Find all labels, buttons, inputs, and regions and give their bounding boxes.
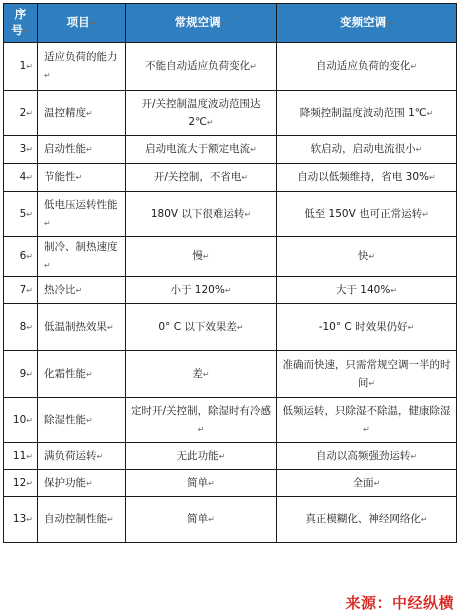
table-row (4, 497, 457, 543)
row-item: 保护功能↵ (38, 470, 126, 497)
row-conventional-value: 180V 以下很难运转↵ (126, 192, 277, 237)
row-conventional-value: 0° C 以下效果差↵ (126, 304, 277, 351)
row-item: 热冷比↵ (38, 277, 126, 304)
table-row (4, 443, 457, 470)
row-item: 温控精度↵ (38, 91, 126, 136)
row-inverter-value: 真正模糊化、神经网络化↵ (277, 497, 457, 543)
row-inverter-value: 准确而快速，只需常规空调一半的时间↵ (277, 351, 457, 398)
row-number: 2↵ (4, 91, 38, 136)
header-number: 序 号↵ (4, 4, 38, 43)
table-row (4, 91, 457, 136)
row-item: 除湿性能↵ (38, 398, 126, 443)
row-inverter-value: 低至 150V 也可正常运转↵ (277, 192, 457, 237)
row-number: 5↵ (4, 192, 38, 237)
row-item: 节能性↵ (38, 164, 126, 192)
row-item: 满负荷运转↵ (38, 443, 126, 470)
table-row (4, 192, 457, 237)
row-conventional-value: 定时开/关控制，除湿时有冷感↵ (126, 398, 277, 443)
row-number: 7↵ (4, 277, 38, 304)
row-inverter-value: 全面↵ (277, 470, 457, 497)
row-conventional-value: 无此功能↵ (126, 443, 277, 470)
row-number: 1↵ (4, 43, 38, 91)
row-number: 3↵ (4, 136, 38, 164)
row-inverter-value: 快↵ (277, 237, 457, 277)
row-inverter-value: 自动以高频强劲运转↵ (277, 443, 457, 470)
row-number: 4↵ (4, 164, 38, 192)
row-conventional-value: 差↵ (126, 351, 277, 398)
row-number: 13↵ (4, 497, 38, 543)
row-conventional-value: 开/关控制温度波动范围达 2℃↵ (126, 91, 277, 136)
row-conventional-value: 不能自动适应负荷变化↵ (126, 43, 277, 91)
comparison-table (3, 3, 457, 543)
row-item: 自动控制性能↵ (38, 497, 126, 543)
row-item: 低温制热效果↵ (38, 304, 126, 351)
row-number: 6↵ (4, 237, 38, 277)
table-row (4, 351, 457, 398)
row-number: 10↵ (4, 398, 38, 443)
row-item: 适应负荷的能力↵ (38, 43, 126, 91)
row-item: 制冷、制热速度↵ (38, 237, 126, 277)
row-inverter-value: -10° C 时效果仍好↵ (277, 304, 457, 351)
table-row (4, 164, 457, 192)
row-item: 启动性能↵ (38, 136, 126, 164)
row-conventional-value: 简单↵ (126, 497, 277, 543)
table-row (4, 304, 457, 351)
row-conventional-value: 小于 120%↵ (126, 277, 277, 304)
row-item: 化霜性能↵ (38, 351, 126, 398)
row-number: 8↵ (4, 304, 38, 351)
table-row (4, 136, 457, 164)
row-inverter-value: 软启动，启动电流很小↵ (277, 136, 457, 164)
row-item: 低电压运转性能↵ (38, 192, 126, 237)
source-watermark: 来源：中经纵横 (345, 594, 454, 612)
table-row (4, 43, 457, 91)
row-inverter-value: 自动以低频维持，省电 30%↵ (277, 164, 457, 192)
table-row (4, 277, 457, 304)
row-number: 9↵ (4, 351, 38, 398)
table-row (4, 237, 457, 277)
row-inverter-value: 降频控制温度波动范围 1℃↵ (277, 91, 457, 136)
row-number: 11↵ (4, 443, 38, 470)
row-inverter-value: 低频运转，只除湿不除温，健康除湿↵ (277, 398, 457, 443)
row-number: 12↵ (4, 470, 38, 497)
table-row (4, 470, 457, 497)
table-header-row (4, 4, 457, 43)
row-conventional-value: 慢↵ (126, 237, 277, 277)
row-conventional-value: 开/关控制，不省电↵ (126, 164, 277, 192)
table-row (4, 398, 457, 443)
header-conventional-ac: 常规空调↵ (126, 4, 277, 43)
row-conventional-value: 简单↵ (126, 470, 277, 497)
header-item: 项目↵ (38, 4, 126, 43)
row-inverter-value: 自动适应负荷的变化↵ (277, 43, 457, 91)
header-inverter-ac: 变频空调↵ (277, 4, 457, 43)
row-conventional-value: 启动电流大于额定电流↵ (126, 136, 277, 164)
row-inverter-value: 大于 140%↵ (277, 277, 457, 304)
